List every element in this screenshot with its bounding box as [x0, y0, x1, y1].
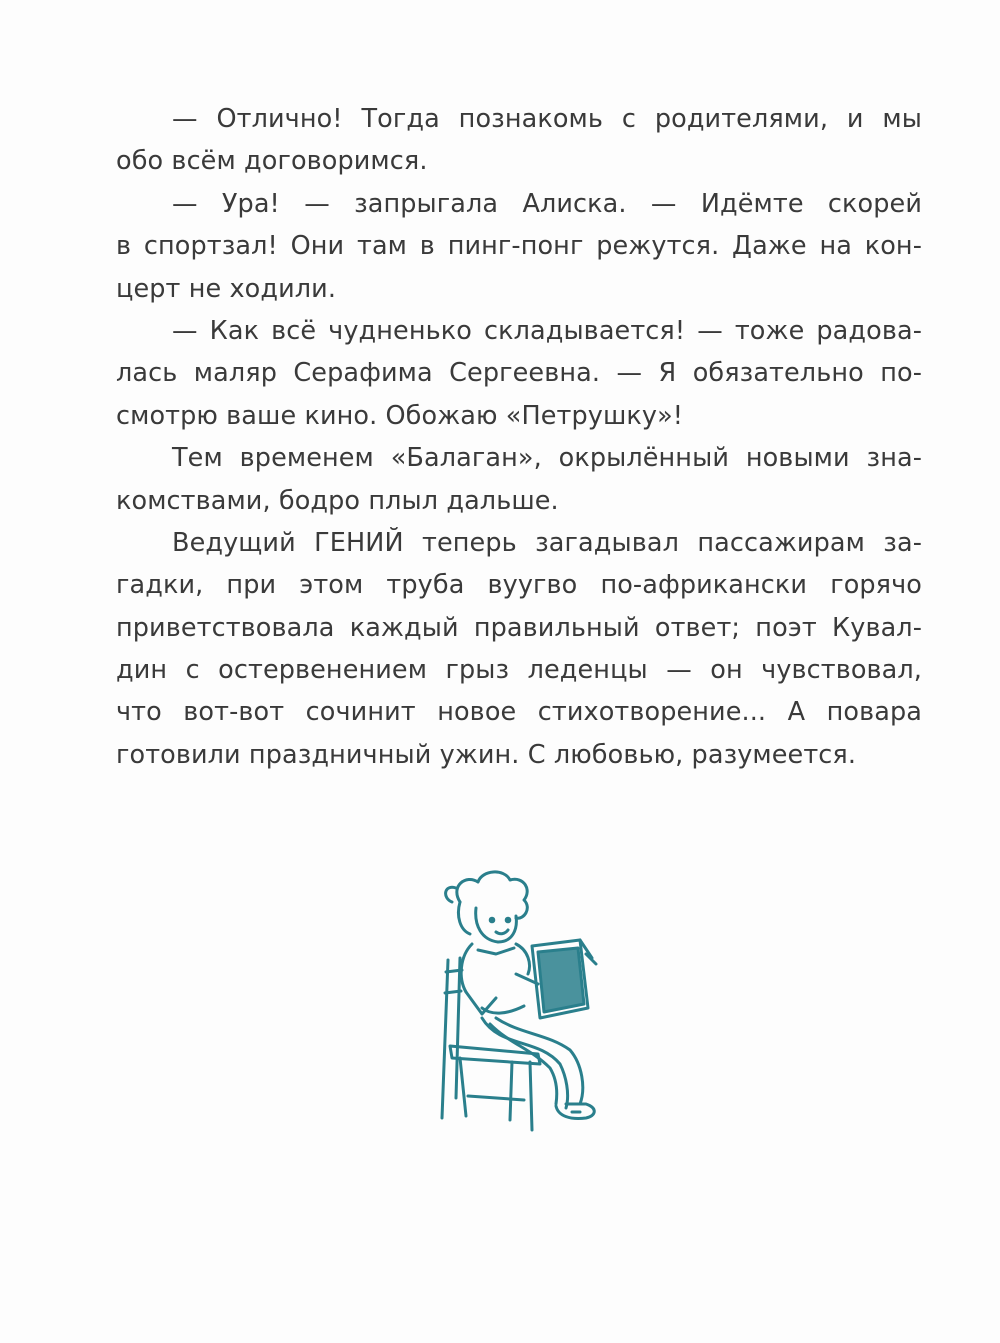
text-line: что вот-вот сочинит новое стихотворение... А повара — [116, 697, 922, 728]
text-line: приветствовала каждый правильный ответ; поэт Кувал- — [116, 612, 922, 643]
text-line: Ведущий ГЕНИЙ теперь загадывал пассажирам за- — [172, 527, 922, 558]
story-text — [116, 98, 922, 776]
text-line: комствами, бодро плыл дальше. — [116, 485, 559, 516]
text-line: Тем временем «Балаган», окрылённый новыми зна- — [172, 443, 922, 474]
text-line: смотрю ваше кино. Обожаю «Петрушку»! — [116, 400, 684, 431]
text-line: — Ура! — запрыгала Алиска. — Идёмте скорей — [172, 188, 922, 219]
text-line: гадки, при этом труба вуугво по-африкански горячо — [116, 570, 922, 601]
text-line: в спортзал! Они там в пинг-понг режутся. Даже на кон- — [116, 231, 922, 262]
girl-reading-on-chair-icon — [420, 868, 620, 1138]
text-line: — Как всё чудненько складывается! — тоже радова- — [172, 315, 922, 346]
text-line: церт не ходили. — [116, 273, 337, 304]
text-line: дин с остервенением грыз леденцы — он чувствовал, — [116, 655, 922, 686]
text-line: обо всём договоримся. — [116, 146, 428, 177]
text-line: — Отлично! Тогда познакомь с родителями, и мы — [172, 104, 922, 134]
text-line: лась маляр Серафима Сергеевна. — Я обязательно по- — [116, 358, 922, 389]
text-line: готовили праздничный ужин. С любовью, разумеется. — [116, 739, 857, 770]
